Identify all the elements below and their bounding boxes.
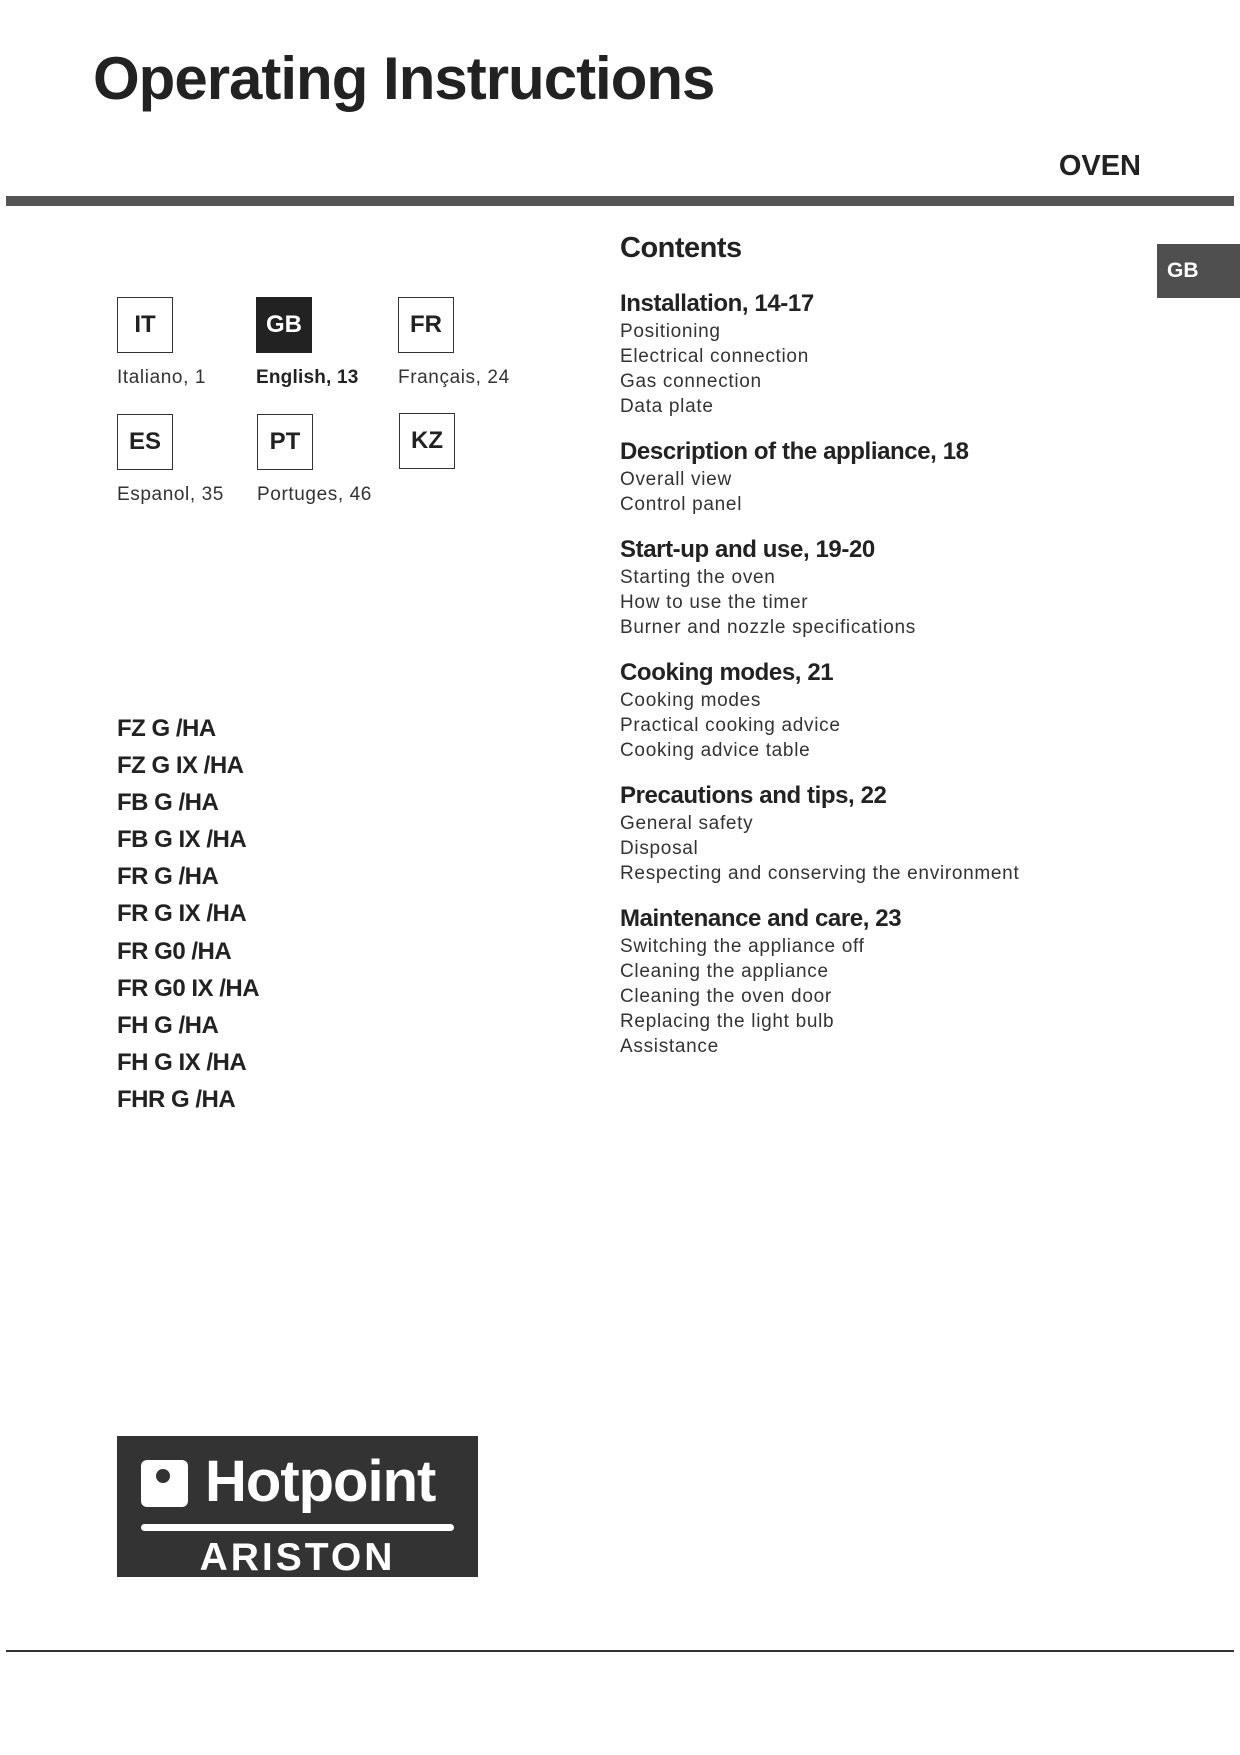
page-title: Operating Instructions <box>93 45 715 112</box>
toc-item[interactable]: Disposal <box>620 838 699 859</box>
language-label: English, 13 <box>256 367 359 388</box>
toc-item[interactable]: Practical cooking advice <box>620 715 841 736</box>
top-divider <box>6 196 1234 206</box>
model-item: FHR G /HA <box>117 1085 236 1113</box>
toc-item[interactable]: Respecting and conserving the environment <box>620 863 1020 884</box>
language-label: Français, 24 <box>398 367 510 388</box>
toc-item[interactable]: Cooking modes <box>620 690 762 711</box>
toc-item[interactable]: Control panel <box>620 494 743 515</box>
model-item: FR G IX /HA <box>117 900 247 928</box>
language-code-box: IT <box>117 297 173 353</box>
toc-section-title[interactable]: Maintenance and care, 23 <box>620 905 902 932</box>
toc-item[interactable]: Cleaning the appliance <box>620 961 829 982</box>
language-kz[interactable] <box>399 413 569 483</box>
contents-heading: Contents <box>620 232 742 264</box>
toc-section-title[interactable]: Start-up and use, 19-20 <box>620 536 875 563</box>
toc-section-installation <box>620 289 1140 419</box>
toc-item[interactable]: Data plate <box>620 396 714 417</box>
toc-section-title[interactable]: Installation, 14-17 <box>620 290 814 317</box>
brand-mark-icon <box>141 1460 188 1507</box>
language-code-box: FR <box>398 297 454 353</box>
toc-item[interactable]: Assistance <box>620 1036 719 1057</box>
toc-item[interactable]: Cooking advice table <box>620 740 811 761</box>
toc-section-title[interactable]: Precautions and tips, 22 <box>620 782 887 809</box>
product-label: OVEN <box>1058 150 1141 182</box>
toc-item[interactable]: Overall view <box>620 469 732 490</box>
toc-section-cooking <box>620 658 1140 763</box>
model-item: FH G /HA <box>117 1011 219 1039</box>
language-code-box: KZ <box>399 413 455 469</box>
model-item: FR G0 /HA <box>117 937 232 965</box>
toc-section-title[interactable]: Cooking modes, 21 <box>620 659 834 686</box>
model-item: FR G /HA <box>117 863 219 891</box>
model-item: FR G0 IX /HA <box>117 974 260 1002</box>
language-label: Portuges, 46 <box>257 484 372 505</box>
language-code-box: PT <box>257 414 313 470</box>
table-of-contents <box>620 232 1140 1077</box>
model-item: FB G IX /HA <box>117 826 247 854</box>
toc-item[interactable]: Starting the oven <box>620 567 776 588</box>
logo-divider <box>141 1524 454 1531</box>
toc-item[interactable]: Positioning <box>620 321 721 342</box>
toc-section-description <box>620 437 1140 517</box>
model-item: FZ G IX /HA <box>117 752 244 780</box>
toc-item[interactable]: Gas connection <box>620 371 762 392</box>
model-list <box>117 710 259 1118</box>
toc-item[interactable]: Replacing the light bulb <box>620 1011 835 1032</box>
toc-item[interactable]: How to use the timer <box>620 592 809 613</box>
language-code-box: GB <box>256 297 312 353</box>
model-item: FZ G /HA <box>117 715 216 742</box>
toc-item[interactable]: Cleaning the oven door <box>620 986 832 1007</box>
language-label: Italiano, 1 <box>117 367 206 388</box>
brand-subname: ARISTON <box>199 1536 396 1579</box>
model-item: FH G IX /HA <box>117 1048 247 1076</box>
toc-item[interactable]: Electrical connection <box>620 346 809 367</box>
toc-item[interactable]: Burner and nozzle specifications <box>620 617 916 638</box>
toc-section-title[interactable]: Description of the appliance, 18 <box>620 438 969 465</box>
bottom-divider <box>6 1650 1234 1652</box>
brand-logo <box>117 1436 478 1577</box>
language-code-box: ES <box>117 414 173 470</box>
language-label: Espanol, 35 <box>117 484 224 505</box>
brand-name: Hotpoint <box>205 1449 436 1514</box>
toc-section-startup <box>620 535 1140 640</box>
toc-section-maintenance <box>620 904 1140 1059</box>
toc-item[interactable]: Switching the appliance off <box>620 936 865 957</box>
language-fr[interactable] <box>398 297 568 389</box>
model-item: FB G /HA <box>117 789 219 817</box>
language-tab: GB <box>1157 244 1240 298</box>
toc-item[interactable]: General safety <box>620 813 754 834</box>
toc-section-precautions <box>620 781 1140 886</box>
